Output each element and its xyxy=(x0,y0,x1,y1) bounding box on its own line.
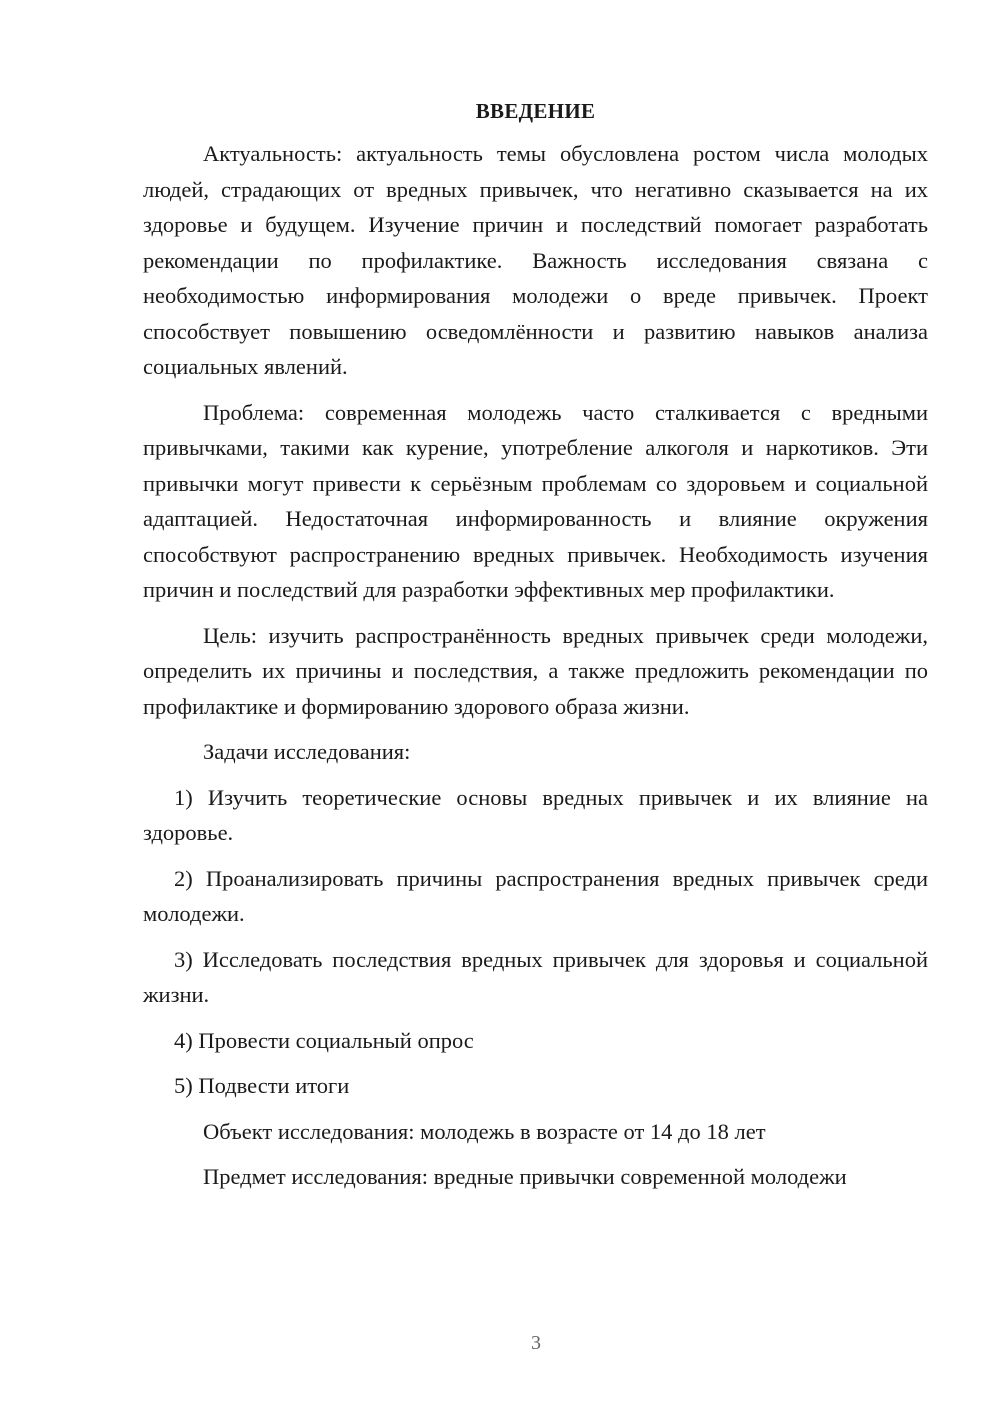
task-item: 2) Проанализировать причины распространения вредных привычек среди молодежи. xyxy=(143,865,928,926)
research-object: Объект исследования: молодежь в возрасте от 14 до 18 лет xyxy=(203,1118,766,1144)
task-item: 1) Изучить теоретические основы вредных привычек и их влияние на здоровье. xyxy=(143,784,928,845)
task-item: 5) Подвести итоги xyxy=(174,1073,350,1098)
page-number: 3 xyxy=(531,1332,541,1354)
task-item: 3) Исследовать последствия вредных привычек для здоровья и социальной жизни. xyxy=(143,946,928,1007)
goal-paragraph: Цель: изучить распространённость вредных привычек среди молодежи, определить их причины и последствия, а также предложить рекомендации по профилактике и формированию здорового образа жизни. xyxy=(143,622,928,719)
relevance-paragraph: Актуальность: актуальность темы обусловлена ростом числа молодых людей, страдающих от вредных привычек, что негативно сказывается на их здоровье и будущем. Изучение причин и последствий помогает разработать рекомендации по профилактике. Важность исследования связана с необходимостью информирования молодежи о вреде привычек. Проект способствует повышению осведомлённости и развитию навыков анализа социальных явлений. xyxy=(143,141,928,379)
section-title: ВВЕДЕНИЕ xyxy=(475,99,596,123)
document-page xyxy=(143,96,928,1205)
tasks-heading: Задачи исследования: xyxy=(203,739,411,764)
problem-paragraph: Проблема: современная молодежь часто сталкивается с вредными привычками, такими как курение, употребление алкоголя и наркотиков. Эти привычки могут привести к серьёзным проблемам со здоровьем и социальной адаптацией. Недостаточная информированность и влияние окружения способствуют распространению вредных привычек. Необходимость изучения причин и последствий для разработки эффективных мер профилактики. xyxy=(143,399,928,602)
research-subject: Предмет исследования: вредные привычки современной молодежи xyxy=(203,1164,847,1189)
task-item: 4) Провести социальный опрос xyxy=(174,1027,474,1053)
